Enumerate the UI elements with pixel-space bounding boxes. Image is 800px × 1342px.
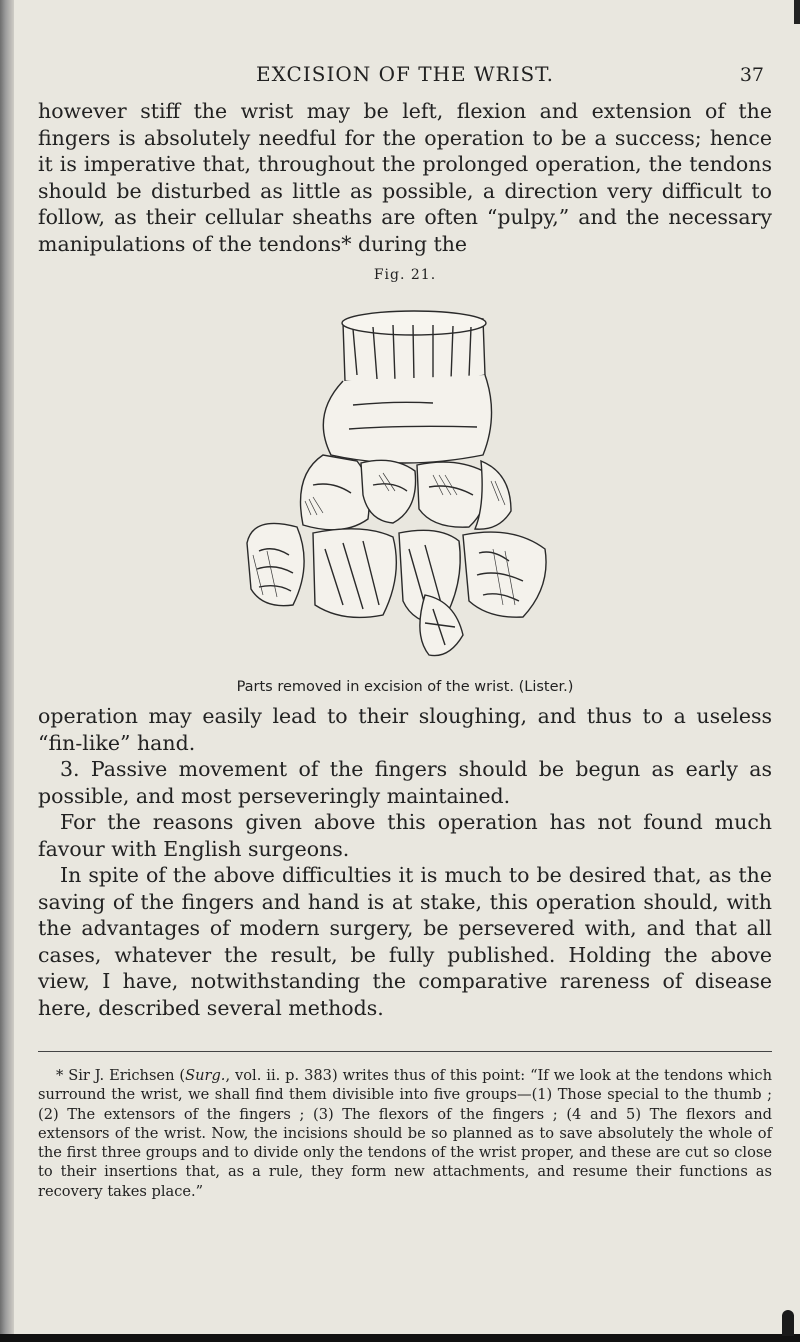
page-edge-left xyxy=(0,0,14,1342)
page-number: 37 xyxy=(739,64,764,86)
page-header xyxy=(38,58,772,98)
figure-caption: Parts removed in excision of the wrist. (Lister.) xyxy=(236,679,574,695)
running-title: EXCISION OF THE WRIST. xyxy=(256,62,554,86)
paragraph-top: however stiff the wrist may be left, flexion and extension of the fingers is absolutely needful for the operation to be a success; hence it is imperative that, throughout the prolonged operation, the tendons should be disturbed as little as possible, a direction very difficult to follow, as their cellular sheaths are often “pulpy,” and the necessary manipulations of the tendons* during the xyxy=(38,99,772,256)
wrist-bones-illustration xyxy=(193,305,617,665)
figure xyxy=(38,267,772,695)
paragraph-point-3: 3. Passive movement of the fingers should be begun as early as possible, and most perseveringly maintained. xyxy=(38,757,772,808)
footnote-rule xyxy=(38,1051,772,1052)
page-edge-bottom xyxy=(0,1334,800,1342)
book-page xyxy=(38,58,772,1201)
figure-label: Fig. 21. xyxy=(373,267,437,283)
footnote-text: , vol. ii. p. 383) writes thus of this point: “If we look at the tendons which surround the wrist, we shall find them divisible into five groups—(1) Those special to the thumb ; (2) The extensors of the fingers ; (3) The flexors of the fingers ; (4 and 5) The flexors and extensors of the wrist. Now, the incisions should be so planned as to save absolutely the whole of the first three groups and to divide only the tendons of the wrist proper, and these are cut so close to their insertions that, as a rule, they form new attachments, and resume their functions as recovery takes place.” xyxy=(38,1067,772,1200)
paragraph-reasons: For the reasons given above this operation has not found much favour with English surgeons. xyxy=(38,810,772,861)
paragraph-continue: operation may easily lead to their sloughing, and thus to a useless “fin-like” hand. xyxy=(38,704,772,755)
paragraph-spite: In spite of the above difficulties it is much to be desired that, as the saving of the fingers and hand is at stake, this operation should, with the advantages of modern surgery, be persevered with, and that all cases, whatever the result, be fully published. Holding the above view, I have, notwithstanding the comparative rareness of disease here, described several methods. xyxy=(38,863,772,1020)
footnote xyxy=(38,1066,772,1201)
footnote-lead: * Sir J. Erichsen ( xyxy=(56,1067,186,1084)
page-edge-top-right xyxy=(794,0,800,24)
footnote-work: Surg. xyxy=(185,1067,226,1084)
page-edge-bottom-right xyxy=(782,1310,794,1336)
